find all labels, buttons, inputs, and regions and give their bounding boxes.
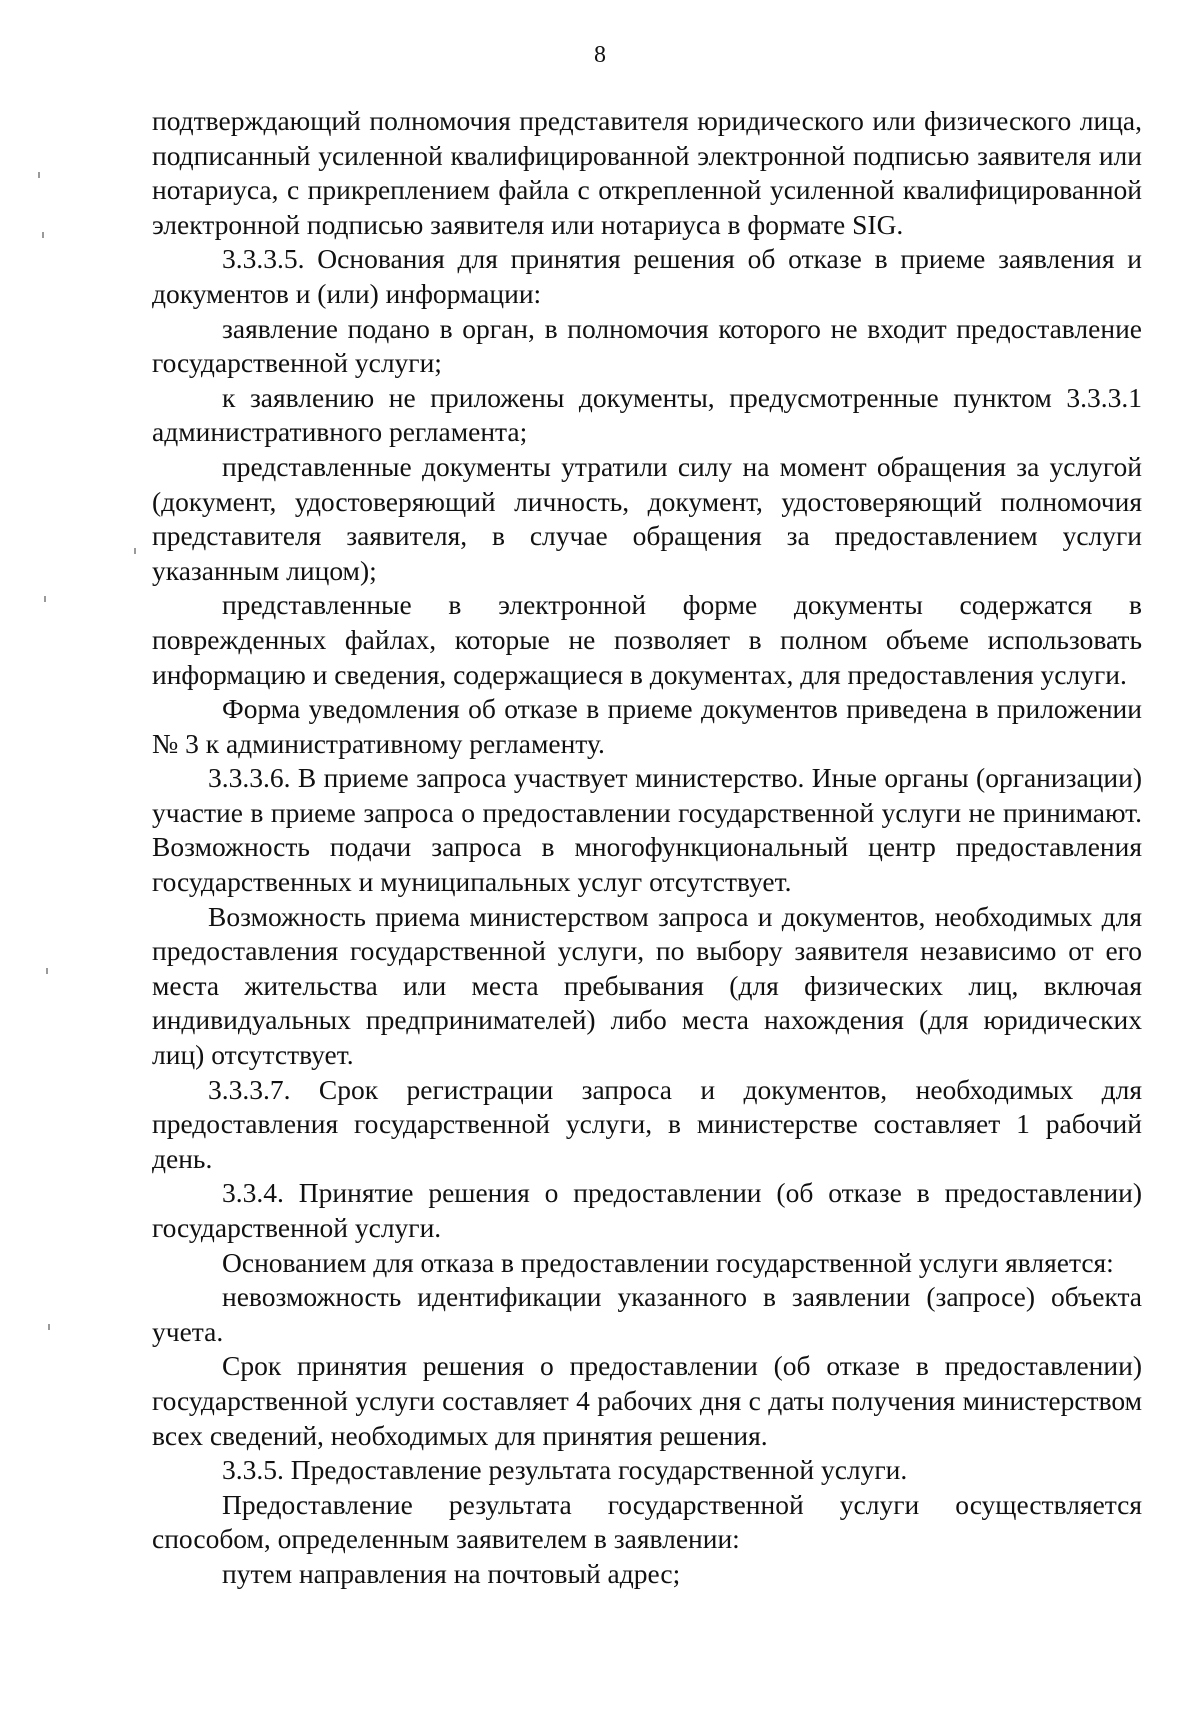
scan-artifact bbox=[44, 596, 46, 602]
paragraph: 3.3.5. Предоставление результата государственной услуги. bbox=[222, 1454, 908, 1486]
paragraph: подтверждающий полномочия представителя юридического или физического лица, подписанный усиленной квалифицированной электронной подписью заявителя или нотариуса, с прикреплением файла с открепленной усиленной квалифицированной электронной подписью заявителя или нотариуса в формате SIG. bbox=[152, 105, 1142, 240]
page-number: 8 bbox=[594, 42, 606, 68]
paragraph: невозможность идентификации указанного в заявлении (запросе) объекта учета. bbox=[152, 1281, 1142, 1347]
paragraph: к заявлению не приложены документы, предусмотренные пунктом 3.3.3.1 административного регламента; bbox=[152, 381, 1142, 448]
paragraph: 3.3.3.7. Срок регистрации запроса и документов, необходимых для предоставления государственной услуги, в министерстве составляет 1 рабочий день. bbox=[152, 1073, 1142, 1174]
paragraph: 3.3.3.6. В приеме запроса участвует министерство. Иные органы (организации) участие в приеме запроса о предоставлении государственной услуги не принимают. Возможность подачи запроса в многофункциональный центр предоставления государственных и муниципальных услуг отсутствует. bbox=[152, 762, 1142, 898]
scan-artifact bbox=[46, 968, 48, 974]
paragraph: 3.3.4. Принятие решения о предоставлении (об отказе в предоставлении) государственной услуги. bbox=[152, 1177, 1142, 1243]
paragraph: представленные документы утратили силу на момент обращения за услугой (документ, удостоверяющий личность, документ, удостоверяющий полномочия представителя заявителя, в случае обращения за предоставлением услуги указанным лицом); bbox=[152, 450, 1142, 586]
paragraph: Срок принятия решения о предоставлении (об отказе в предоставлении) государственной услуги составляет 4 рабочих дня с даты получения министерством всех сведений, необходимых для принятия решения. bbox=[152, 1350, 1142, 1451]
paragraph: Форма уведомления об отказе в приеме документов приведена в приложении № 3 к административному регламенту. bbox=[152, 693, 1142, 759]
paragraph: путем направления на почтовый адрес; bbox=[222, 1557, 681, 1589]
scan-artifact bbox=[42, 232, 44, 238]
scan-artifact bbox=[38, 172, 40, 178]
paragraph: заявление подано в орган, в полномочия которого не входит предоставление государственной услуги; bbox=[152, 312, 1142, 379]
paragraph: представленные в электронной форме документы содержатся в поврежденных файлах, которые не позволяет в полном объеме использовать информацию и сведения, содержащиеся в документах, для предоставления услуги. bbox=[152, 589, 1142, 690]
document-body bbox=[152, 104, 1142, 1592]
paragraph: 3.3.3.5. Основания для принятия решения об отказе в приеме заявления и документов и (или) информации: bbox=[152, 243, 1142, 309]
paragraph: Основанием для отказа в предоставлении государственной услуги является: bbox=[222, 1246, 1114, 1278]
scan-artifact bbox=[48, 1324, 50, 1330]
scan-artifact bbox=[134, 548, 136, 554]
paragraph: Возможность приема министерством запроса и документов, необходимых для предоставления государственной услуги, по выбору заявителя независимо от его места жительства или места пребывания (для физических лиц, включая индивидуальных предпринимателей) либо места нахождения (для юридических лиц) отсутствует. bbox=[152, 900, 1142, 1071]
paragraph: Предоставление результата государственной услуги осуществляется способом, определенным заявителем в заявлении: bbox=[152, 1488, 1142, 1555]
